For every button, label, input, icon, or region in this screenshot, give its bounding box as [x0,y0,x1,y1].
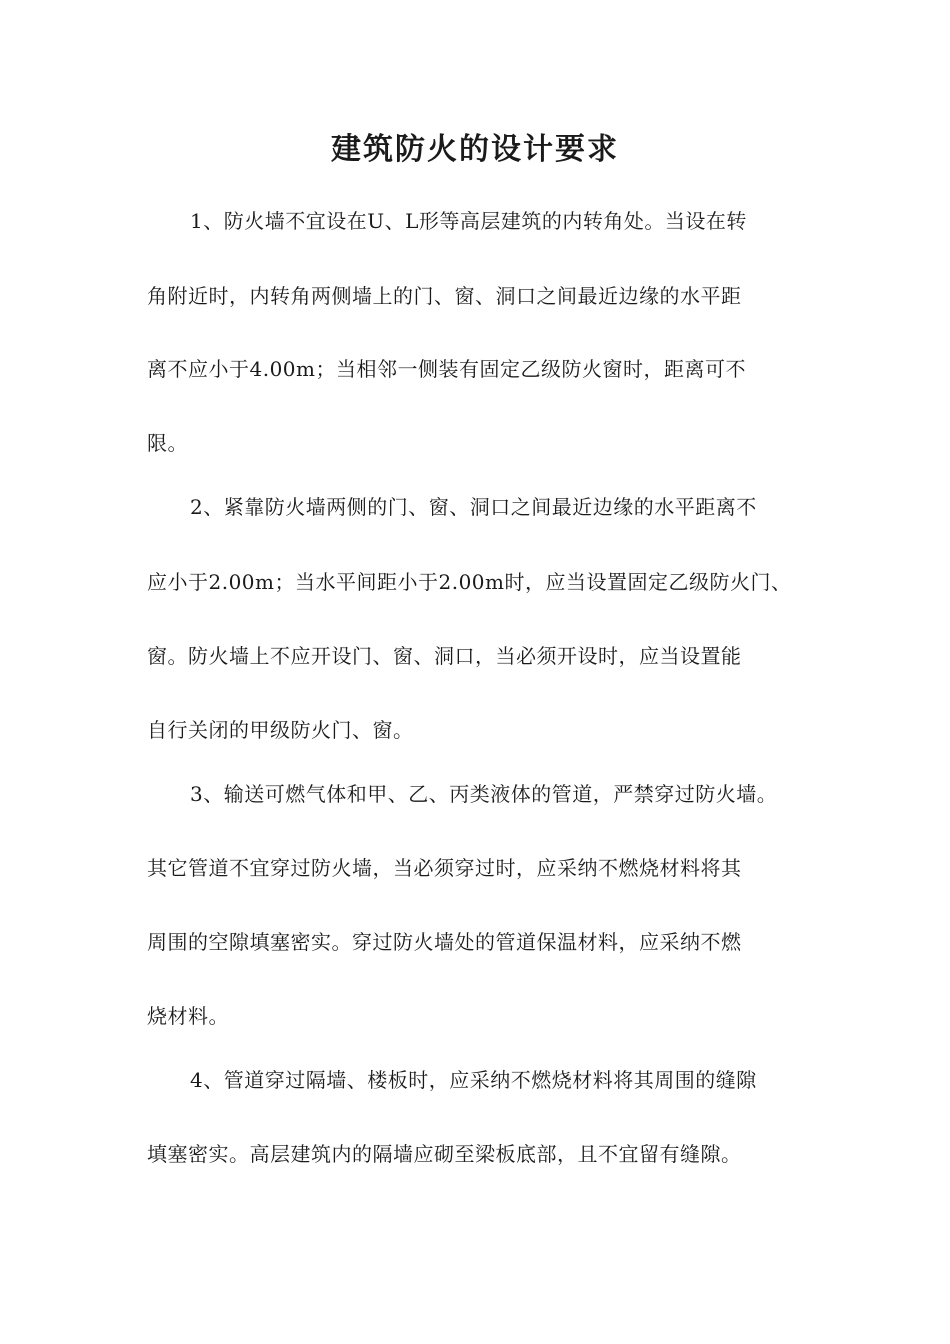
paragraph-4-line-2: 填塞密实。高层建筑内的隔墙应砌至梁板底部，且不宜留有缝隙。 [147,1142,742,1166]
paragraph-4-line-1: 4、管道穿过隔墙、楼板时，应采纳不燃烧材料将其周围的缝隙 [190,1068,757,1092]
paragraph-2-line-4: 自行关闭的甲级防火门、窗。 [147,718,414,742]
paragraph-1-line-2: 角附近时，内转角两侧墙上的门、窗、洞口之间最近边缘的水平距 [147,284,742,308]
paragraph-3-line-3: 周围的空隙填塞密实。穿过防火墙处的管道保温材料，应采纳不燃 [147,930,742,954]
paragraph-3-line-4: 烧材料。 [147,1004,229,1028]
paragraph-1-line-1: 1、防火墙不宜设在U、L形等高层建筑的内转角处。当设在转 [190,209,747,233]
paragraph-3-line-1: 3、输送可燃气体和甲、乙、丙类液体的管道，严禁穿过防火墙。 [190,782,778,806]
paragraph-1-line-3: 离不应小于4.00m；当相邻一侧装有固定乙级防火窗时，距离可不 [147,357,746,381]
paragraph-3-line-2: 其它管道不宜穿过防火墙，当必须穿过时，应采纳不燃烧材料将其 [147,856,742,880]
paragraph-2-line-2: 应小于2.00m；当水平间距小于2.00m时，应当设置固定乙级防火门、 [147,570,792,594]
paragraph-2-line-1: 2、紧靠防火墙两侧的门、窗、洞口之间最近边缘的水平距离不 [190,495,757,519]
document-title: 建筑防火的设计要求 [331,132,619,167]
paragraph-2-line-3: 窗。防火墙上不应开设门、窗、洞口，当必须开设时，应当设置能 [147,644,742,668]
paragraph-1-line-4: 限。 [147,431,188,455]
